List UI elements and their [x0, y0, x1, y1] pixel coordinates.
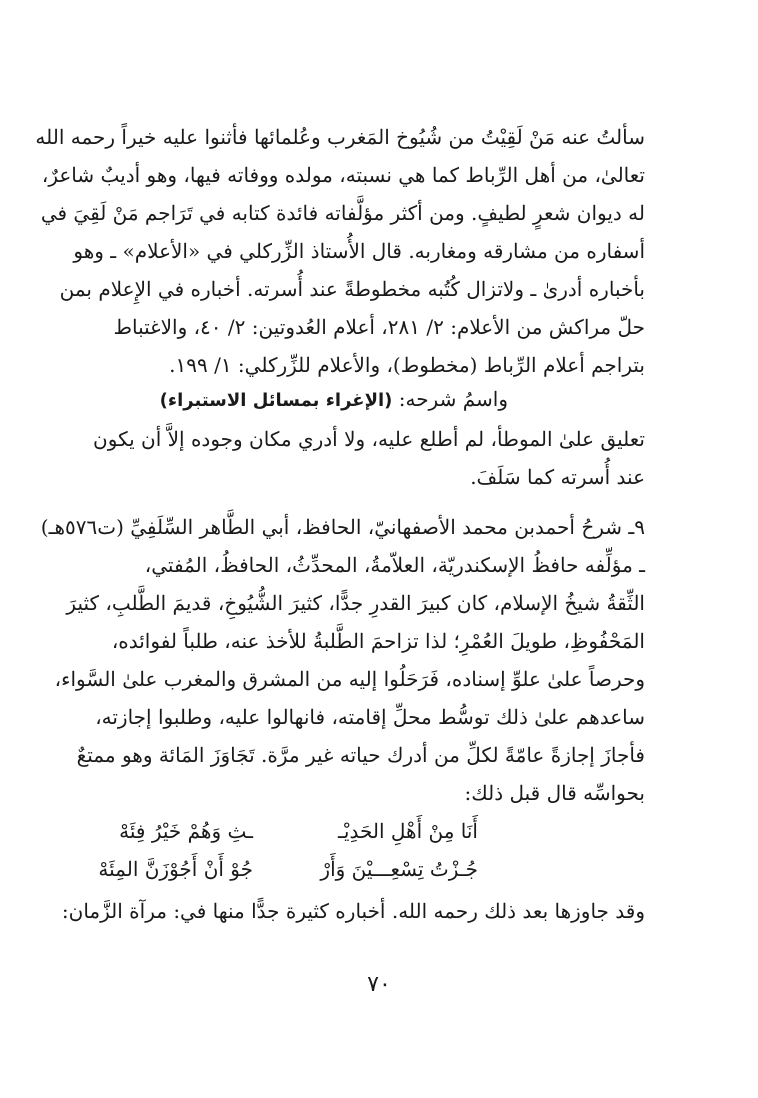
- paragraph1-line-5: بأخباره أدرىٰ ـ ولاتزال كُتُبه مخطوطةً عند أُسرته. أخباره في الإِعلام بمن: [59, 277, 645, 301]
- commentary-title-line: [159, 384, 508, 416]
- item9-line-1: ـ مؤلِّفه حافظُ الإسكندريّة، العلاّمةُ، المحدِّثُ، الحافظُ، المُفتي،: [144, 553, 645, 577]
- poem-verse-1-first-hemistich: أَنَا مِنْ أَهْلِ الحَدِيْـ: [338, 819, 478, 843]
- paragraph1-line-1: سألتُ عنه مَنْ لَقِيْتُ من شُيُوخ المَغرب وعُلمائها فأثنوا عليه خيراً رحمه الله: [35, 125, 645, 149]
- item9-line-5: ساعدهم علىٰ ذلك توسُّط محلِّ إقامته، فانهالوا عليه، وطلبوا إجازته،: [95, 705, 645, 729]
- item9-line-4: وحرصاً علىٰ علوِّ إسناده، فَرَحَلُوا إليه من المشرق والمغرب علىٰ السَّواء،: [54, 667, 645, 691]
- paragraph2-line-2: عند أُسرته كما سَلَفَ.: [470, 465, 645, 489]
- item9-line-6: فأجازَ إجازةً عامّةً لكلِّ من أدرك حياته غير مرَّة. تَجَاوَزَ المَائة وهو ممتعٌ: [76, 743, 645, 767]
- poem-verse-1-second-hemistich: ـثِ وَهُمْ خَيْرُ فِئَهْ: [119, 819, 253, 843]
- item9-heading: ٩ـ شرحُ أحمدبن محمد الأصفهانيّ، الحافظ، أبي الطَّاهر السِّلَفِيِّ (ت٥٧٦هـ): [40, 515, 645, 539]
- paragraph1-line-3: له ديوان شعرٍ لطيفٍ. ومن أكثر مؤلَّفاته فائدة كتابه في تَرَاجم مَنْ لَقِيَ في: [40, 201, 645, 225]
- commentary-title: (الإغراء بمسائل الاستبراء): [159, 390, 393, 411]
- poem-verse-2-first-hemistich: جُـزْتُ تِسْعِـــيْنَ وَأَرْ: [320, 857, 478, 881]
- item9-line-2: الثِّقةُ شيخُ الإسلام، كان كبيرَ القدرِ جدًّا، كثيرَ الشُّيُوخِ، قديمَ الطَّلبِ، كثيرَ: [66, 591, 645, 615]
- paragraph2-line-1: تعليق علىٰ الموطأ، لم أطلع عليه، ولا أدري مكان وجوده إلاَّ أن يكون: [93, 427, 645, 451]
- commentary-prefix: واسمُ شرحه:: [398, 387, 508, 411]
- paragraph1-line-2: تعالىٰ، من أهل الرِّباط كما هي نسبته، مولده ووفاته فيها، وهو أديبٌ شاعرٌ،: [41, 163, 645, 187]
- paragraph1-line-4: أسفاره من مشارقه ومغاربه. قال الأُستاذ الزِّركلي في «الأعلام» ـ وهو: [73, 239, 645, 263]
- page-number: ٧٠: [367, 972, 391, 997]
- paragraph1-line-7: بتراجم أعلام الرِّباط (مخطوط)، والأعلام للزِّركلي: ١/ ١٩٩.: [169, 353, 645, 377]
- item9-line-3: المَحْفُوظِ، طويلَ العُمْرِ؛ لذا تزاحمَ الطَّلبةُ للأخذ عنه، طلباً لفوائده،: [111, 629, 645, 653]
- poem-verse-2-second-hemistich: جُوْ أَنْ أَجُوْزَنَّ المِئَهْ: [98, 857, 253, 881]
- paragraph1-line-6: حلّ مراكش من الأعلام: ٢/ ٢٨١، أعلام العُدوتين: ٢/ ٤٠، والاغتباط: [113, 315, 645, 339]
- item9-line-7: بحواسِّه قال قبل ذلك:: [464, 781, 645, 805]
- closing-line: وقد جاوزها بعد ذلك رحمه الله. أخباره كثيرة جدًّا منها في: مرآة الزَّمان:: [61, 899, 645, 923]
